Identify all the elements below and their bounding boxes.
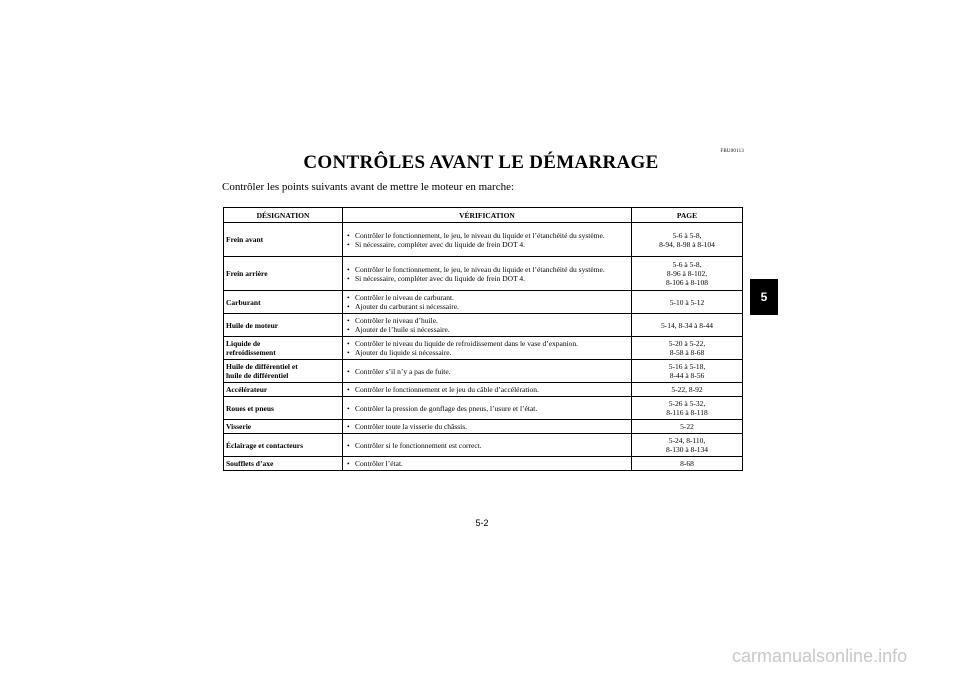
page-reference: 5-26 à 5-32, [668,399,706,408]
page-reference: 8-130 à 8-134 [665,445,709,454]
designation-cell [224,383,343,397]
verification-cell [343,314,632,337]
verification-cell [343,360,632,383]
page-reference-cell [632,291,743,314]
table-row [224,383,743,397]
page-reference: 5-20 à 5-22, [668,339,706,348]
page-reference: 5-6 à 5-8, [672,260,702,269]
page-reference-cell [632,383,743,397]
document-code: FBU00113 [720,149,744,154]
page-reference: 5-6 à 5-8, [672,230,702,240]
page-reference-cell [632,337,743,360]
table-row [224,257,743,291]
table-row [224,314,743,337]
verification-item: • Contrôler toute la visserie du châssis. [347,422,629,431]
verification-list [347,231,629,249]
designation-cell [224,314,343,337]
verification-item: • Contrôler le niveau d’huile. [347,316,629,325]
verification-list [347,293,629,311]
verification-item: • Contrôler le fonctionnement, le jeu, le niveau du liquide et l’étanchéité du système. [347,265,629,274]
verification-item: • Contrôler le fonctionnement, le jeu, le niveau du liquide et l’étanchéité du système. [347,231,629,240]
verification-list [347,339,629,357]
page-reference-cell [632,223,743,257]
verification-list [347,367,629,376]
designation-cell [224,434,343,457]
verification-item: • Ajouter du carburant si nécessaire. [347,302,629,311]
inspection-table [223,207,743,471]
verification-list [347,422,629,431]
page-reference-cell [632,314,743,337]
designation-text: Accélérateur [226,385,268,394]
page-reference: 8-94, 8-98 à 8-104 [659,239,715,249]
designation-text: Roues et pneus [226,403,274,413]
verification-item: • Contrôler s’il n’y a pas de fuite. [347,367,629,376]
page-reference: 8-68 [680,459,694,468]
page-reference: 8-106 à 8-108 [665,278,709,287]
verification-item: • Ajouter du liquide si nécessaire. [347,348,629,357]
table-row [224,434,743,457]
page-reference: 5-10 à 5-12 [669,297,705,307]
page-reference-cell [632,457,743,471]
verification-item: • Si nécessaire, compléter avec du liquide de frein DOT 4. [347,240,629,249]
table-row [224,397,743,420]
designation-text: Liquide de [226,339,261,348]
verification-cell [343,457,632,471]
table-row [224,360,743,383]
designation-cell [224,337,343,360]
header-verification: VÉRIFICATION [343,208,632,223]
page-reference: 5-24, 8-110, [668,436,706,445]
designation-cell [224,257,343,291]
designation-text: Éclairage et contacteurs [226,440,304,450]
verification-cell [343,383,632,397]
verification-cell [343,397,632,420]
page-reference: 8-58 à 8-68 [669,348,705,357]
designation-text: refroidissement [226,348,276,357]
verification-item: • Ajouter de l’huile si nécessaire. [347,325,629,334]
verification-item: • Si nécessaire, compléter avec du liquide de frein DOT 4. [347,274,629,283]
verification-list [347,404,629,413]
page-title: CONTRÔLES AVANT LE DÉMARRAGE [303,152,659,173]
designation-text: Frein avant [226,235,264,244]
watermark: carmanualsonline.info [732,646,908,666]
page-reference-cell [632,360,743,383]
page-reference: 8-44 à 8-56 [669,371,705,380]
verification-list [347,459,629,468]
verification-cell [343,337,632,360]
designation-cell [224,420,343,434]
page-reference: 5-16 à 5-18, [668,362,706,371]
intro-text: Contrôler les points suivants avant de mettre le moteur en marche: [222,181,515,193]
table-header-row [224,208,743,223]
page-reference: 5-14, 8-34 à 8-44 [660,320,714,330]
page-reference-cell [632,397,743,420]
designation-cell [224,291,343,314]
verification-item: • Contrôler le niveau de carburant. [347,293,629,302]
verification-cell [343,420,632,434]
verification-list [347,441,629,450]
designation-text: huile de différentiel [226,371,289,380]
designation-text: Soufflets d’axe [226,459,274,468]
designation-cell [224,397,343,420]
verification-list [347,316,629,334]
designation-text: Huile de moteur [226,320,279,330]
verification-cell [343,223,632,257]
verification-item: • Contrôler le niveau du liquide de refroidissement dans le vase d’expanion. [347,339,629,348]
designation-text: Carburant [226,297,261,307]
header-designation: DÉSIGNATION [224,208,343,223]
verification-item: • Contrôler l’état. [347,459,629,468]
verification-list [347,265,629,283]
verification-item: • Contrôler la pression de gonflage des pneus, l’usure et l’état. [347,404,629,413]
table-row [224,291,743,314]
table-row [224,223,743,257]
verification-cell [343,291,632,314]
page-reference-cell [632,257,743,291]
table-body [224,223,743,471]
page-reference: 8-96 à 8-102, [666,269,708,278]
page-reference-cell [632,434,743,457]
page-reference-cell [632,420,743,434]
designation-cell [224,223,343,257]
verification-list [347,385,629,394]
page-reference: 8-116 à 8-118 [666,408,708,417]
designation-cell [224,457,343,471]
table-row [224,457,743,471]
page-number: 5-2 [475,518,489,528]
designation-text: Frein arrière [226,269,268,278]
verification-item: • Contrôler si le fonctionnement est correct. [347,441,629,450]
designation-text: Visserie [226,422,252,431]
page-reference: 5-22 [680,422,694,431]
page-reference: 5-22, 8-92 [671,385,703,394]
designation-cell [224,360,343,383]
table-row [224,337,743,360]
table-row [224,420,743,434]
verification-item: • Contrôler le fonctionnement et le jeu du câble d’accélération. [347,385,629,394]
verification-cell [343,257,632,291]
header-page: PAGE [632,208,743,223]
chapter-tab: 5 [750,279,778,315]
designation-text: Huile de différentiel et [226,362,298,371]
verification-cell [343,434,632,457]
